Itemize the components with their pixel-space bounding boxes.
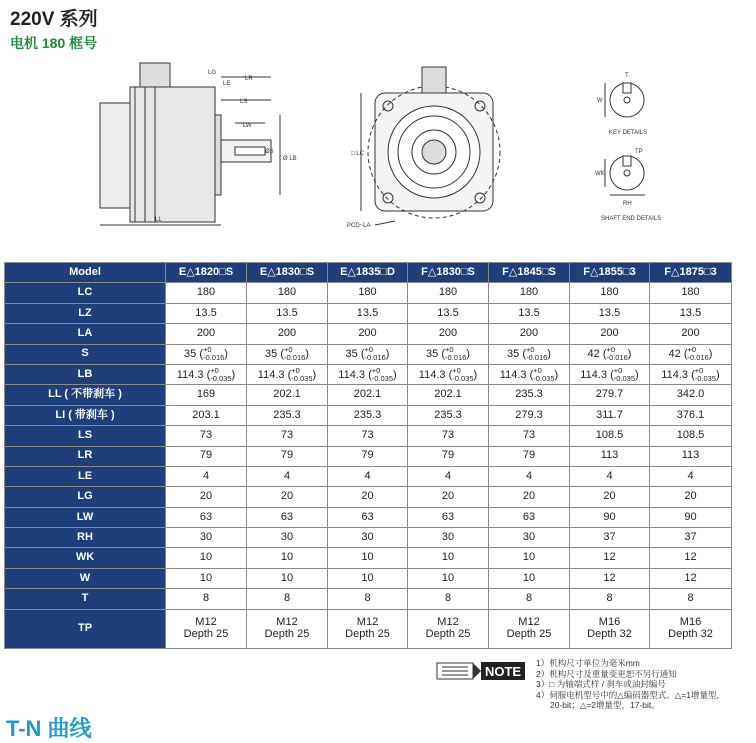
- table-cell: 108.5: [650, 426, 732, 446]
- table-cell: 200: [408, 324, 489, 344]
- motor-side-view: [100, 63, 280, 225]
- table-cell: 113: [650, 446, 732, 466]
- table-cell: 376.1: [650, 405, 732, 425]
- header-model: Model: [5, 263, 166, 283]
- table-cell: 8: [650, 589, 732, 609]
- header-model-code: E△1830□S: [247, 263, 328, 283]
- dim-label-le: LE: [223, 81, 231, 87]
- table-cell: 4: [489, 466, 570, 486]
- table-cell: 311.7: [570, 405, 650, 425]
- row-label: LE: [5, 466, 166, 486]
- row-label: LG: [5, 487, 166, 507]
- table-cell: 79: [247, 446, 328, 466]
- table-cell: 180: [650, 283, 732, 303]
- dimension-table: [4, 262, 732, 649]
- table-cell: 35 ( +0 -0.016 ): [247, 344, 328, 364]
- row-label: LC: [5, 283, 166, 303]
- page-subtitle: 电机 180 框号: [10, 35, 98, 51]
- note-line: 3）□ 为轴端式样 / 刹车或油封编号: [536, 679, 666, 690]
- table-row: [5, 528, 732, 548]
- table-row: [5, 548, 732, 568]
- table-row: [5, 385, 732, 405]
- table-cell: 63: [247, 507, 328, 527]
- table-cell: 202.1: [328, 385, 408, 405]
- table-cell: 4: [166, 466, 247, 486]
- note-line: 2）机构尺寸及重量变更恕不另行通知: [536, 668, 677, 679]
- table-cell: 12: [570, 548, 650, 568]
- table-cell: 235.3: [328, 405, 408, 425]
- table-cell: 20: [408, 487, 489, 507]
- table-cell: 13.5: [328, 303, 408, 323]
- dim-label-wk: WK: [595, 171, 605, 177]
- dim-label-lw: LW: [243, 123, 252, 129]
- row-label: RH: [5, 528, 166, 548]
- table-cell: 202.1: [408, 385, 489, 405]
- motor-dimension-drawing: [95, 55, 675, 233]
- table-cell: 42 ( +0 -0.016 ): [650, 344, 732, 364]
- table-cell: 114.3 ( +0 -0.035 ): [328, 364, 408, 384]
- table-cell: 73: [247, 426, 328, 446]
- table-cell: 4: [328, 466, 408, 486]
- table-cell: 35 ( +0 -0.016 ): [328, 344, 408, 364]
- row-label: LW: [5, 507, 166, 527]
- table-cell: 35 ( +0 -0.016 ): [489, 344, 570, 364]
- table-cell: M16 Depth 32: [650, 609, 732, 648]
- table-cell: 113: [570, 446, 650, 466]
- row-label: LA: [5, 324, 166, 344]
- table-row: [5, 344, 732, 364]
- table-cell: 114.3 ( +0 -0.035 ): [247, 364, 328, 384]
- row-label: LL ( 不带刹车 ): [5, 385, 166, 405]
- table-cell: 73: [166, 426, 247, 446]
- table-row: [5, 303, 732, 323]
- table-cell: 13.5: [247, 303, 328, 323]
- table-cell: 20: [489, 487, 570, 507]
- table-cell: 180: [570, 283, 650, 303]
- note-badge: NOTE: [484, 664, 522, 679]
- dim-label-w: W: [597, 98, 603, 104]
- table-cell: 10: [247, 568, 328, 588]
- table-cell: 20: [247, 487, 328, 507]
- table-row: [5, 589, 732, 609]
- dim-label-lr: LR: [245, 76, 253, 82]
- table-cell: 8: [247, 589, 328, 609]
- table-cell: 4: [408, 466, 489, 486]
- dim-label-lb: Ø LB: [283, 156, 297, 162]
- table-cell: 13.5: [408, 303, 489, 323]
- table-cell: 10: [328, 568, 408, 588]
- table-cell: 79: [489, 446, 570, 466]
- table-row: [5, 405, 732, 425]
- table-cell: 114.3 ( +0 -0.035 ): [650, 364, 732, 384]
- table-cell: 8: [570, 589, 650, 609]
- table-cell: 10: [489, 568, 570, 588]
- table-cell: 20: [650, 487, 732, 507]
- header-model-code: F△1855□3: [570, 263, 650, 283]
- header-model-code: F△1875□3: [650, 263, 732, 283]
- note-icon: [436, 660, 526, 682]
- table-cell: 10: [166, 568, 247, 588]
- table-cell: 10: [408, 568, 489, 588]
- table-cell: 10: [166, 548, 247, 568]
- table-cell: 114.3 ( +0 -0.035 ): [489, 364, 570, 384]
- key-details-label: KEY DETAILS: [609, 130, 648, 136]
- table-cell: 8: [328, 589, 408, 609]
- key-details: [605, 83, 644, 117]
- header-model-code: F△1830□S: [408, 263, 489, 283]
- table-cell: 37: [650, 528, 732, 548]
- table-cell: 13.5: [166, 303, 247, 323]
- table-cell: 35 ( +0 -0.016 ): [408, 344, 489, 364]
- table-cell: 114.3 ( +0 -0.035 ): [570, 364, 650, 384]
- table-cell: 200: [166, 324, 247, 344]
- table-cell: 342.0: [650, 385, 732, 405]
- table-row: [5, 426, 732, 446]
- table-cell: 30: [247, 528, 328, 548]
- table-cell: 20: [328, 487, 408, 507]
- table-cell: 42 ( +0 -0.016 ): [570, 344, 650, 364]
- table-row: [5, 466, 732, 486]
- table-cell: 235.3: [247, 405, 328, 425]
- table-cell: 114.3 ( +0 -0.035 ): [166, 364, 247, 384]
- table-cell: M12 Depth 25: [408, 609, 489, 648]
- header-model-code: F△1845□S: [489, 263, 570, 283]
- table-cell: 200: [570, 324, 650, 344]
- table-cell: 63: [489, 507, 570, 527]
- table-cell: 180: [328, 283, 408, 303]
- page-title: 220V 系列: [10, 9, 98, 30]
- table-cell: M16 Depth 32: [570, 609, 650, 648]
- dim-label-lc: □ LC: [351, 151, 364, 157]
- table-cell: 10: [489, 548, 570, 568]
- table-row: [5, 324, 732, 344]
- table-cell: 13.5: [570, 303, 650, 323]
- table-cell: 63: [328, 507, 408, 527]
- table-cell: 180: [408, 283, 489, 303]
- header-model-code: E△1835□D: [328, 263, 408, 283]
- table-cell: 200: [247, 324, 328, 344]
- table-cell: 79: [408, 446, 489, 466]
- table-cell: 30: [166, 528, 247, 548]
- dim-label-ll: LL: [155, 217, 162, 223]
- table-cell: 20: [570, 487, 650, 507]
- row-label: LI ( 带刹车 ): [5, 405, 166, 425]
- note-lines: [536, 658, 725, 711]
- table-cell: 30: [328, 528, 408, 548]
- table-cell: 12: [650, 548, 732, 568]
- table-row: [5, 487, 732, 507]
- table-cell: 202.1: [247, 385, 328, 405]
- table-cell: 73: [489, 426, 570, 446]
- table-cell: 13.5: [489, 303, 570, 323]
- table-cell: 90: [570, 507, 650, 527]
- dim-label-lg: LG: [208, 70, 217, 76]
- table-cell: M12 Depth 25: [166, 609, 247, 648]
- table-cell: 63: [166, 507, 247, 527]
- dim-label-tp: TP: [635, 149, 643, 155]
- table-cell: 35 ( +0 -0.016 ): [166, 344, 247, 364]
- row-label: LR: [5, 446, 166, 466]
- shaft-end-details: [605, 156, 645, 195]
- table-cell: 10: [247, 548, 328, 568]
- table-cell: 200: [650, 324, 732, 344]
- table-cell: 279.7: [570, 385, 650, 405]
- table-cell: 114.3 ( +0 -0.035 ): [408, 364, 489, 384]
- table-row: [5, 507, 732, 527]
- table-cell: 10: [328, 548, 408, 568]
- section-title-tn-curve: T-N 曲线: [6, 716, 92, 741]
- table-cell: 4: [570, 466, 650, 486]
- table-cell: 4: [247, 466, 328, 486]
- row-label: LB: [5, 364, 166, 384]
- table-row: [5, 283, 732, 303]
- table-cell: 279.3: [489, 405, 570, 425]
- dim-label-ls: LS: [240, 99, 248, 105]
- table-cell: 180: [247, 283, 328, 303]
- table-cell: M12 Depth 25: [328, 609, 408, 648]
- row-label: TP: [5, 609, 166, 648]
- motor-front-view: [361, 67, 500, 225]
- table-row: [5, 609, 732, 648]
- table-cell: 8: [489, 589, 570, 609]
- table-cell: 90: [650, 507, 732, 527]
- table-cell: 30: [408, 528, 489, 548]
- table-cell: 108.5: [570, 426, 650, 446]
- table-cell: 63: [408, 507, 489, 527]
- row-label: T: [5, 589, 166, 609]
- table-cell: 73: [408, 426, 489, 446]
- table-cell: 20: [166, 487, 247, 507]
- table-cell: 235.3: [489, 385, 570, 405]
- note-line: 4）伺服电机型号中的△编码器型式。△=1增量型，: [536, 689, 725, 700]
- dim-label-pcd: PCD~LA: [347, 223, 371, 229]
- table-cell: 12: [570, 568, 650, 588]
- table-cell: 203.1: [166, 405, 247, 425]
- table-cell: 200: [489, 324, 570, 344]
- table-cell: 180: [489, 283, 570, 303]
- dim-label-rh: RH: [623, 201, 632, 207]
- table-cell: 8: [166, 589, 247, 609]
- table-cell: 200: [328, 324, 408, 344]
- dim-label-t: T: [625, 73, 629, 79]
- header-model-code: E△1820□S: [166, 263, 247, 283]
- table-header-row: [5, 263, 732, 283]
- row-label: S: [5, 344, 166, 364]
- table-cell: 4: [650, 466, 732, 486]
- note-line: 1）机构尺寸单位为毫米mm: [536, 658, 640, 668]
- table-row: [5, 568, 732, 588]
- table-cell: 169: [166, 385, 247, 405]
- table-cell: 79: [328, 446, 408, 466]
- table-cell: 79: [166, 446, 247, 466]
- table-cell: 73: [328, 426, 408, 446]
- row-label: WK: [5, 548, 166, 568]
- table-cell: 8: [408, 589, 489, 609]
- row-label: LS: [5, 426, 166, 446]
- table-cell: 13.5: [650, 303, 732, 323]
- table-row: [5, 446, 732, 466]
- table-cell: 235.3: [408, 405, 489, 425]
- table-cell: 12: [650, 568, 732, 588]
- table-cell: M12 Depth 25: [489, 609, 570, 648]
- dim-label-s: ØS: [265, 149, 274, 155]
- table-cell: 37: [570, 528, 650, 548]
- table-row: [5, 364, 732, 384]
- table-cell: 180: [166, 283, 247, 303]
- table-cell: 30: [489, 528, 570, 548]
- table-cell: 10: [408, 548, 489, 568]
- table-cell: M12 Depth 25: [247, 609, 328, 648]
- note-line: 20-bit；△=2增量型，17-bit。: [550, 700, 660, 711]
- shaft-end-details-label: SHAFT END DETAILS: [601, 216, 662, 222]
- row-label: LZ: [5, 303, 166, 323]
- row-label: W: [5, 568, 166, 588]
